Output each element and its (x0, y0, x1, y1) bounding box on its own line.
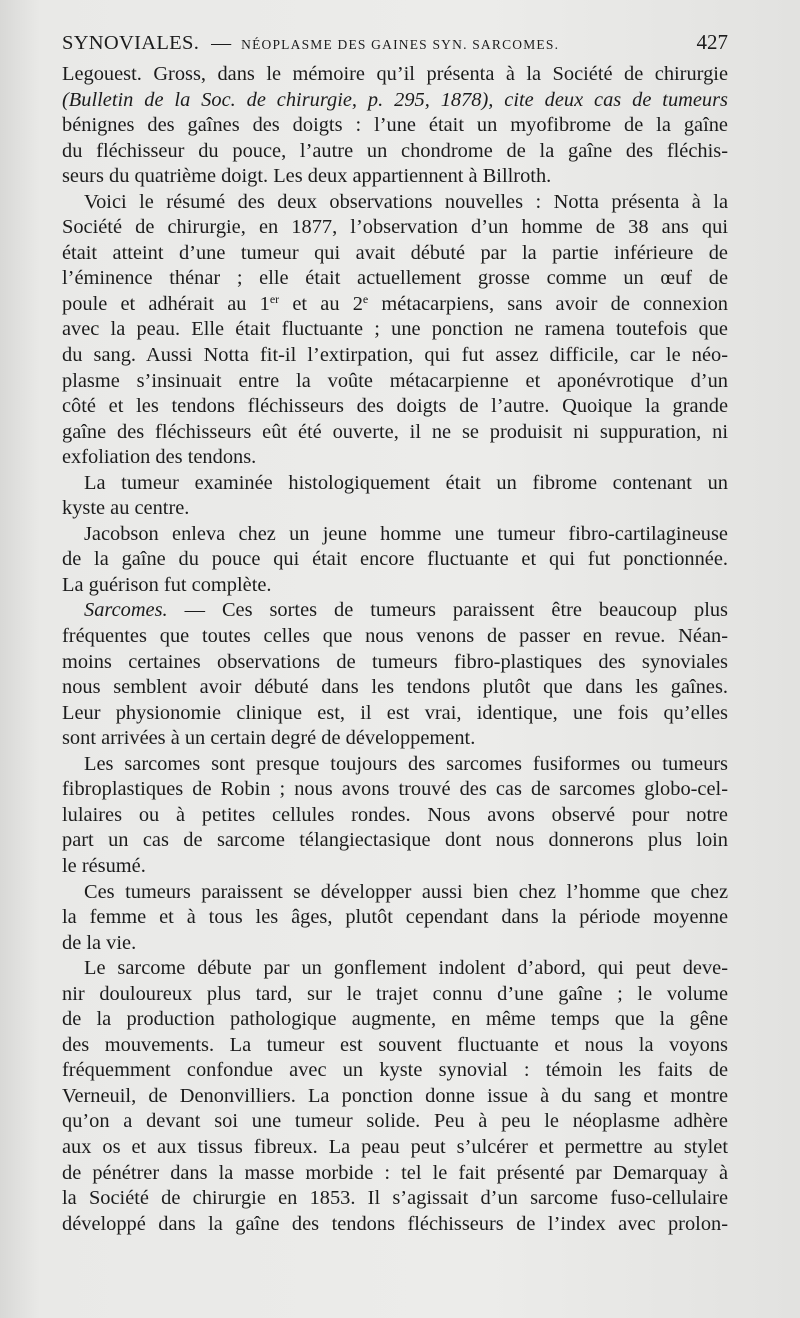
text-line: seurs du quatrième doigt. Les deux appartiennent à Billroth. (62, 165, 552, 188)
superscript: e (362, 291, 369, 306)
text-line: Leur physionomie clinique est, il est vrai, identique, une fois qu’elles (62, 701, 728, 724)
paragraph (62, 471, 728, 522)
text-line: avec la peau. Elle était fluctuante ; une ponction ne ramena toutefois que (62, 318, 728, 341)
page-body (62, 62, 728, 1237)
text-line: du fléchisseur du pouce, l’autre un chondrome de la gaîne des fléchis- (62, 139, 728, 162)
paragraph (62, 880, 728, 957)
text-line: fréquemment confondue avec un kyste synovial : témoin les faits de (62, 1059, 728, 1082)
text-line: Le sarcome débute par un gonflement indolent d’abord, qui peut deve- (84, 957, 728, 980)
text-line: gaîne des fléchisseurs eût été ouverte, il ne se produisit ni suppuration, ni (62, 420, 728, 443)
text-line: qu’on a devant soi une tumeur solide. Peu à peu le néoplasme adhère (62, 1110, 728, 1133)
text-line: des mouvements. La tumeur est souvent fluctuante et nous la voyons (62, 1033, 728, 1056)
superscript: er (269, 291, 280, 306)
text-line: lulaires ou à petites cellules rondes. Nous avons observé pour notre (62, 803, 728, 826)
text-line: Legouest. Gross, dans le mémoire qu’il présenta à la Société de chirurgie (62, 63, 728, 85)
text-line: la Société de chirurgie en 1853. Il s’agissait d’un sarcome fuso-cellulaire (62, 1187, 728, 1210)
text-line: de la gaîne du pouce qui était encore fluctuante et qui fut ponctionnée. (62, 548, 728, 571)
text-line: bénignes des gaînes des doigts : l’une était un myofibrome de la gaîne (62, 114, 728, 137)
text-line: exfoliation des tendons. (62, 446, 257, 469)
text-line: la femme et à tous les âges, plutôt cependant dans la période moyenne (62, 906, 728, 929)
header-dash: — (211, 32, 232, 54)
text-line: Voici le résumé des deux observations nouvelles : Notta présenta à la (84, 190, 728, 213)
paragraph (62, 190, 728, 471)
text-line: La tumeur examinée histologiquement était un fibrome contenant un (84, 471, 728, 494)
text-line: Verneuil, de Denonvilliers. La ponction donne issue à du sang et montre (62, 1084, 728, 1107)
text-line: Jacobson enleva chez un jeune homme une tumeur fibro-cartilagineuse (84, 522, 728, 545)
text-line: le résumé. (62, 854, 146, 877)
text-line: l’éminence thénar ; elle était actuellement grosse comme un œuf de (62, 267, 728, 290)
text-line: plasme s’insinuait entre la voûte métacarpienne et aponévrotique d’un (62, 369, 728, 392)
text-line: moins certaines observations de tumeurs fibro-plastiques des synoviales (62, 650, 728, 673)
text-line: du sang. Aussi Notta fit-il l’extirpation, qui fut assez difficile, car le néo- (62, 344, 728, 367)
paragraph (62, 752, 728, 880)
page-number: 427 (696, 30, 728, 54)
text-line: Sarcomes. — Ces sortes de tumeurs paraissent être beaucoup plus (84, 599, 728, 622)
text-line: sont arrivées à un certain degré de développement. (62, 727, 476, 750)
text-line: fréquentes que toutes celles que nous venons de passer en revue. Néan- (62, 625, 728, 648)
paragraph-sarcomes (62, 598, 728, 751)
text-line: nir douloureux plus tard, sur le trajet connu d’une gaîne ; le volume (62, 982, 728, 1005)
text-line: développé dans la gaîne des tendons fléchisseurs de l’index avec prolon- (62, 1212, 728, 1235)
running-header (62, 30, 728, 60)
text-line: Les sarcomes sont presque toujours des sarcomes fusiformes ou tumeurs (84, 752, 728, 775)
text-line: kyste au centre. (62, 497, 190, 520)
section-lead: Sarcomes. (84, 599, 168, 622)
text-line: de pénétrer dans la masse morbide : tel le fait présenté par Demarquay à (62, 1161, 728, 1184)
text-line: fibroplastiques de Robin ; nous avons trouvé des cas de sarcomes globo-cel- (62, 778, 728, 801)
text-line: de la production pathologique augmente, en même temps que la gêne (62, 1008, 728, 1031)
text-line: était atteint d’une tumeur qui avait débuté par la partie inférieure de (62, 241, 728, 264)
text-line-with-superscripts: poule et adhérait au 1er et au 2e métacarpiens, sans avoir de connexion (62, 291, 729, 315)
text-line: (Bulletin de la Soc. de chirurgie, p. 295, 1878), cite deux cas de tumeurs (62, 88, 728, 111)
text-line: de la vie. (62, 931, 137, 954)
paragraph (62, 956, 728, 1237)
text-line: aux os et aux tissus fibreux. La peau peut s’ulcérer et permettre au stylet (62, 1135, 728, 1158)
header-subtitle: NÉOPLASME DES GAINES SYN. SARCOMES. (241, 37, 560, 52)
header-title: SYNOVIALES. (62, 32, 200, 54)
paragraph (62, 62, 728, 190)
text-line: nous semblent avoir débuté dans les tendons plutôt que dans les gaînes. (62, 676, 728, 699)
text-line: côté et les tendons fléchisseurs des doigts de l’autre. Quoique la grande (62, 395, 728, 418)
text-line: part un cas de sarcome télangiectasique dont nous donnerons plus loin (62, 829, 728, 852)
text-line: La guérison fut complète. (62, 573, 272, 596)
paragraph (62, 522, 728, 599)
text-line: Ces tumeurs paraissent se développer aussi bien chez l’homme que chez (84, 880, 728, 903)
text-line: Société de chirurgie, en 1877, l’observation d’un homme de 38 ans qui (62, 216, 728, 239)
